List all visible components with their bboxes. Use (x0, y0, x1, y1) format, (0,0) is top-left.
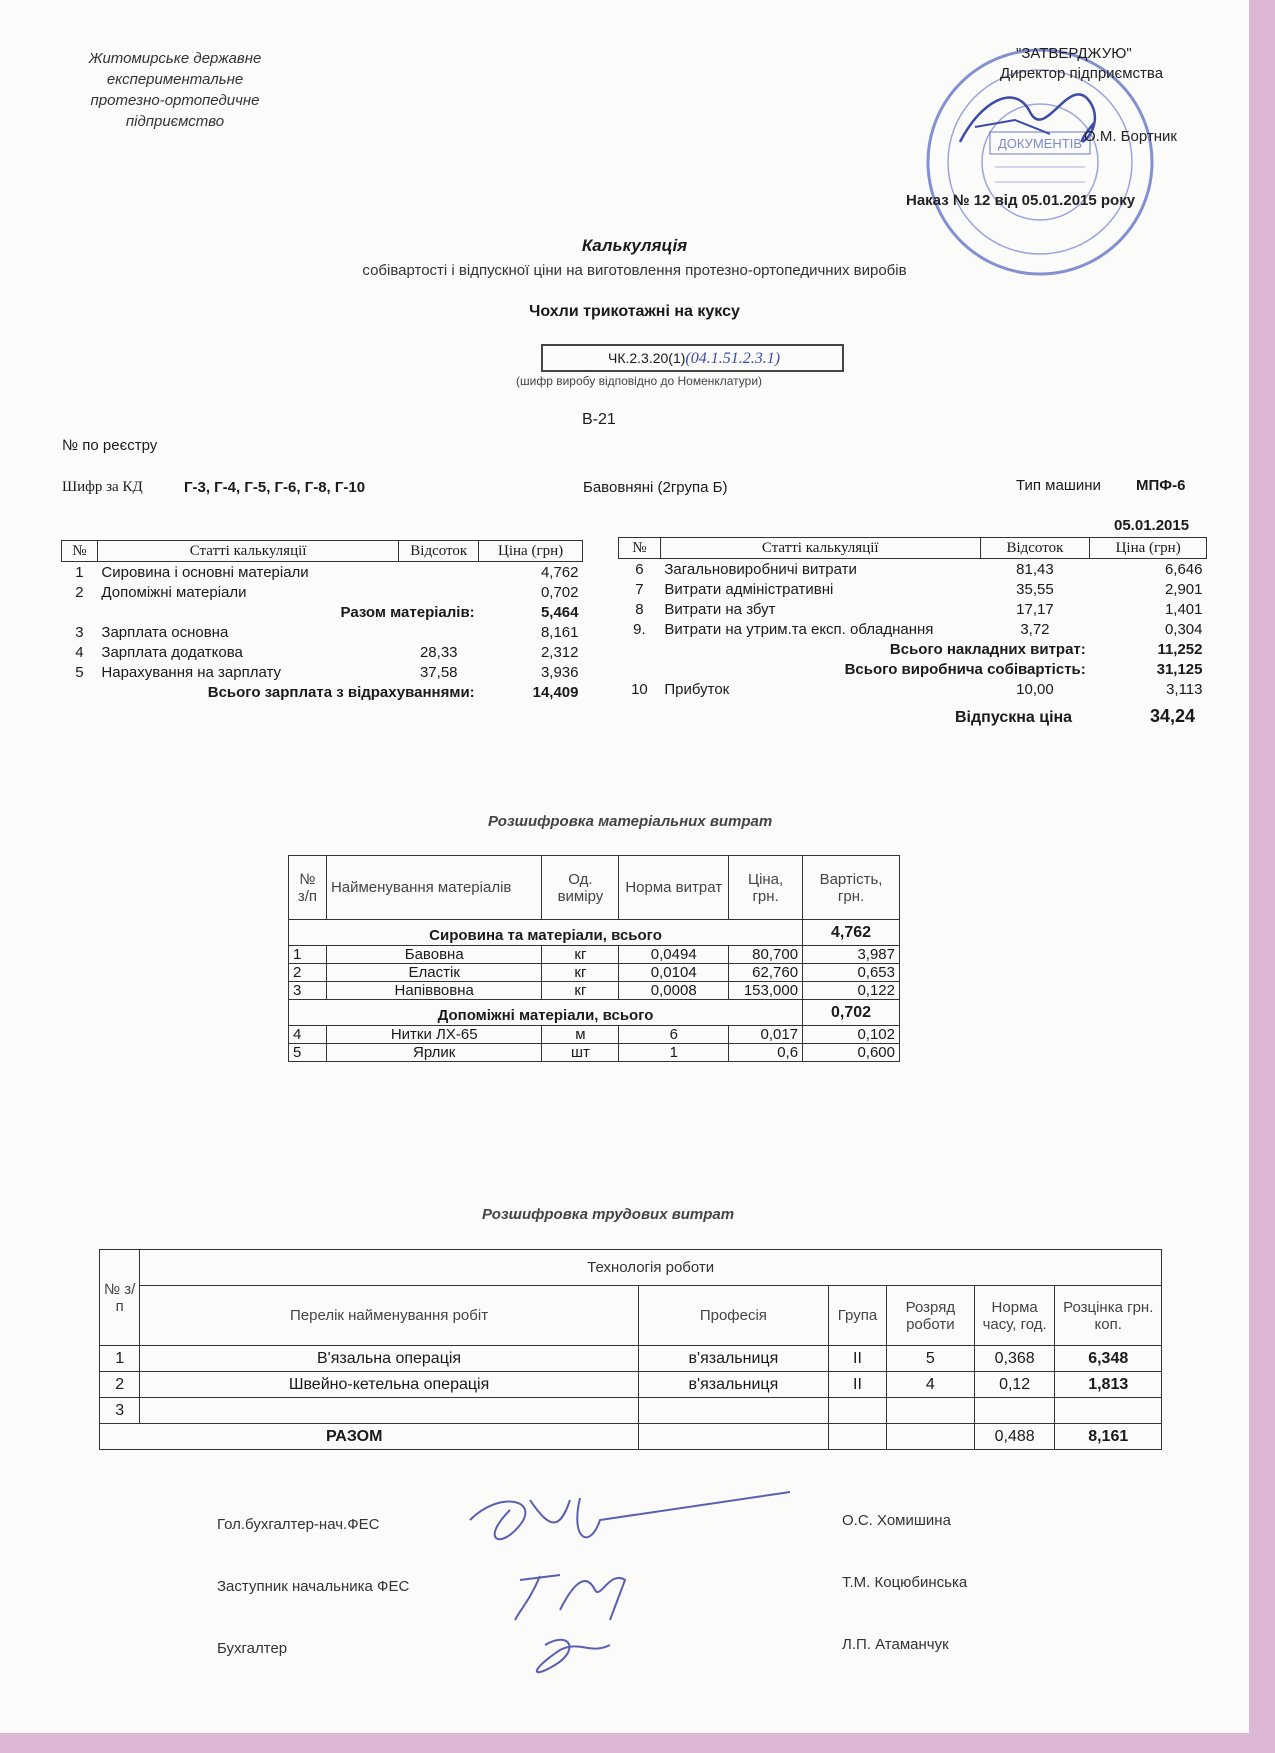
signature-role: Заступник начальника ФЕС (217, 1578, 410, 1595)
table-cell: Напіввовна (326, 982, 542, 1000)
table-row (100, 1398, 1162, 1424)
table-cell: II (829, 1346, 887, 1372)
table-cell: 1 (289, 946, 327, 964)
table-cell: 3,113 (1166, 680, 1203, 698)
table-cell: кг (542, 964, 619, 982)
table-cell: 1 (75, 563, 84, 581)
table-cell: В'язальна операція (140, 1346, 638, 1372)
header-cell: Норма часу, год. (974, 1286, 1055, 1346)
table-cell: кг (542, 982, 619, 1000)
machine-label: Тип машини (1016, 477, 1101, 494)
final-price-value: 34,24 (1150, 706, 1196, 726)
table-cell: Нарахування на зарплату (101, 663, 282, 681)
table-cell: 1,813 (1055, 1372, 1162, 1398)
material-group: Бавовняні (2група Б) (583, 479, 728, 496)
table-cell: 62,760 (729, 964, 803, 982)
signature-role: Бухгалтер (217, 1640, 288, 1657)
header-cell: Найменування матеріалів (326, 856, 542, 920)
table-cell: Всього зарплата з відрахуваннями: (207, 683, 475, 701)
organization-name (60, 48, 290, 132)
header-cell: Професія (638, 1286, 828, 1346)
table-cell (638, 1424, 828, 1450)
table-cell: Нитки ЛХ-65 (326, 1026, 542, 1044)
table-row (619, 599, 1207, 619)
table-cell: 0,702 (803, 1000, 900, 1026)
product-code: ЧК.2.3.20(1) (608, 350, 686, 366)
table-cell: 0,122 (803, 982, 900, 1000)
table-cell: 1 (100, 1346, 140, 1372)
table-cell: 2 (75, 583, 84, 601)
org-line: підприємство (125, 113, 225, 130)
table-cell: Допоміжні матеріали, всього (289, 1000, 803, 1026)
document-subtitle: собівартості і відпускної ціни на виготовлення протезно-ортопедичних виробів (362, 262, 907, 279)
table-cell: 0,304 (1164, 620, 1203, 638)
table-cell: 10,00 (1016, 680, 1054, 698)
table-row (100, 1346, 1162, 1372)
product-name: Чохли трикотажні на куксу (529, 303, 740, 320)
table-cell: 5 (886, 1346, 974, 1372)
table-cell: 5 (75, 663, 84, 681)
table-cell (829, 1424, 887, 1450)
product-code-handwritten: (04.1.51.2.3.1) (685, 350, 781, 367)
table-cell: 11,252 (1157, 640, 1203, 658)
table-cell: Бавовна (326, 946, 542, 964)
table-cell: Зарплата основна (101, 623, 229, 641)
table-cell: 0,0104 (619, 964, 729, 982)
table-cell: 0,0008 (619, 982, 729, 1000)
header-cell: Норма витрат (619, 856, 729, 920)
table-cell: 14,409 (532, 683, 579, 701)
header-cell: Ціна (грн) (479, 541, 583, 562)
table-cell: РАЗОМ (100, 1424, 639, 1450)
table-cell: 0,12 (974, 1372, 1055, 1398)
header-cell: Ціна (грн) (1090, 538, 1207, 559)
table-cell (399, 582, 479, 602)
table-cell (140, 1398, 638, 1424)
table-cell: 0,0494 (619, 946, 729, 964)
table-cell: 7 (635, 580, 644, 598)
table-cell: 5 (289, 1044, 327, 1062)
table-cell (638, 1398, 828, 1424)
table-cell: II (829, 1372, 887, 1398)
table-cell: 4,762 (540, 563, 579, 581)
table-cell: 4 (75, 643, 84, 661)
header-cell: Ціна, грн. (729, 856, 803, 920)
table-cell: 3,72 (1020, 620, 1050, 638)
table-cell: 28,33 (419, 643, 458, 661)
table-row (289, 982, 900, 1000)
labor-header (100, 1286, 1162, 1346)
header-cell: Група (829, 1286, 887, 1346)
table-cell: 81,43 (1016, 560, 1054, 578)
table-cell: шт (542, 1044, 619, 1062)
org-line: протезно-ортопедичне (90, 92, 260, 109)
table-row (62, 562, 583, 583)
header-cell: № (619, 538, 661, 559)
table-cell: 3,936 (540, 663, 579, 681)
table-cell: 0,600 (803, 1044, 900, 1062)
header-cell: Статті калькуляції (97, 541, 398, 562)
table-cell: 4 (886, 1372, 974, 1398)
table-cell: м (542, 1026, 619, 1044)
group-row (289, 1000, 900, 1026)
table-row (289, 964, 900, 982)
table-row (62, 682, 583, 702)
table-cell: 4 (289, 1026, 327, 1044)
document-date: 05.01.2015 (1114, 517, 1190, 534)
table-cell: 2 (100, 1372, 140, 1398)
seal-text: ДОКУМЕНТІВ (997, 136, 1083, 151)
table-cell (886, 1398, 974, 1424)
header-cell: Вартість, грн. (803, 856, 900, 920)
table-cell: 3 (75, 623, 84, 641)
table-cell: 5,464 (540, 603, 579, 621)
table-cell: Прибуток (664, 680, 730, 698)
machine-value: МПФ-6 (1136, 477, 1186, 494)
table-row (62, 582, 583, 602)
group-row (289, 920, 900, 946)
approver-name: О.М. Бортник (1084, 128, 1177, 145)
table-cell: 35,55 (1016, 580, 1054, 598)
table-cell: 3 (289, 982, 327, 1000)
labor-table (99, 1249, 1162, 1450)
table-cell: 6,646 (1164, 560, 1203, 578)
cost-left-header (62, 541, 583, 562)
org-line: експериментальне (106, 71, 244, 88)
table-cell: 0,368 (974, 1346, 1055, 1372)
product-code-box (541, 344, 844, 372)
table-cell: 80,700 (729, 946, 803, 964)
table-row (289, 1026, 900, 1044)
table-cell: 2,312 (540, 643, 579, 661)
table-cell: Сировина і основні матеріали (101, 563, 309, 581)
table-cell: 8,161 (1055, 1424, 1162, 1450)
table-cell: 2,901 (1164, 580, 1203, 598)
registry-label: № по реєстру (62, 437, 158, 454)
table-row (289, 1044, 900, 1062)
table-cell: Сировина та матеріали, всього (289, 920, 803, 946)
table-cell: Швейно-кетельна операція (140, 1372, 638, 1398)
table-cell: 0,6 (729, 1044, 803, 1062)
table-row (100, 1372, 1162, 1398)
table-cell: кг (542, 946, 619, 964)
table-cell (1055, 1398, 1162, 1424)
table-row (619, 679, 1207, 699)
header-cell: № з/п (289, 856, 327, 920)
table-row (62, 662, 583, 682)
table-cell: Допоміжні матеріали (101, 583, 247, 601)
header-cell: Од. виміру (542, 856, 619, 920)
variant-code: В-21 (582, 411, 616, 428)
header-cell: № з/п (100, 1250, 140, 1346)
total-row (100, 1424, 1162, 1450)
table-row (619, 619, 1207, 639)
header-cell: Розряд роботи (886, 1286, 974, 1346)
materials-table (288, 855, 900, 1062)
cost-right-header (619, 538, 1207, 559)
cost-table-left (61, 540, 583, 702)
approval-block (1000, 44, 1200, 84)
table-row (289, 946, 900, 964)
table-cell: Витрати адміністративні (664, 580, 834, 598)
header-cell: Статті калькуляції (660, 538, 980, 559)
table-cell: Всього виробнича собівартість: (844, 660, 1086, 678)
table-row (619, 559, 1207, 580)
table-cell: 3,987 (803, 946, 900, 964)
table-cell: Всього накладних витрат: (889, 640, 1086, 658)
header-cell: Перелік найменування робіт (140, 1286, 638, 1346)
table-cell (619, 639, 661, 659)
signature-name: О.С. Хомишина (842, 1512, 951, 1529)
cost-table-right (618, 537, 1207, 699)
header-cell: Відсоток (399, 541, 479, 562)
header-cell: Відсоток (980, 538, 1090, 559)
table-cell: 6,348 (1055, 1346, 1162, 1372)
table-cell: 153,000 (729, 982, 803, 1000)
order-line: Наказ № 12 від 05.01.2015 року (906, 192, 1136, 209)
final-price-label: Відпускна ціна (955, 709, 1073, 726)
table-cell: 31,125 (1156, 660, 1203, 678)
signature-role: Гол.бухгалтер-нач.ФЕС (217, 1516, 380, 1533)
table-cell: 2 (289, 964, 327, 982)
materials-header (289, 856, 900, 920)
table-cell: 6 (635, 560, 644, 578)
table-cell: 0,702 (540, 583, 579, 601)
table-cell (829, 1398, 887, 1424)
table-cell (399, 622, 479, 642)
product-code-note: (шифр виробу відповідно до Номенклатури) (516, 374, 763, 388)
kd-label: Шифр за КД (62, 479, 143, 495)
table-cell: 8 (635, 600, 644, 618)
approve-role: Директор підприємства (1000, 65, 1164, 82)
table-cell: 37,58 (419, 663, 458, 681)
table-cell (974, 1398, 1055, 1424)
header-cell: № (62, 541, 98, 562)
table-cell: 0,488 (974, 1424, 1055, 1450)
table-row (62, 642, 583, 662)
table-cell (62, 602, 98, 622)
labor-title: Розшифровка трудових витрат (482, 1206, 735, 1223)
table-row (62, 602, 583, 622)
handwritten-signatures-icon (460, 1480, 800, 1680)
document-title: Калькуляція (581, 236, 688, 255)
table-row (619, 659, 1207, 679)
table-cell: 4,762 (803, 920, 900, 946)
table-cell: 6 (619, 1026, 729, 1044)
org-line: Житомирське державне (88, 50, 262, 67)
signature-name: Т.М. Коцюбинська (842, 1574, 968, 1591)
table-cell: 1 (619, 1044, 729, 1062)
scan-edge-bottom (0, 1733, 1275, 1753)
table-cell: 10 (631, 680, 648, 698)
table-cell: 8,161 (540, 623, 579, 641)
table-cell (399, 562, 479, 583)
table-cell: 0,653 (803, 964, 900, 982)
table-cell: 1,401 (1164, 600, 1203, 618)
table-cell: Разом матеріалів: (340, 603, 475, 621)
labor-header-group (100, 1250, 1162, 1286)
table-cell (62, 682, 98, 702)
approve-title: "ЗАТВЕРДЖУЮ" (1016, 45, 1132, 62)
table-cell: в'язальниця (638, 1372, 828, 1398)
table-cell: 0,017 (729, 1026, 803, 1044)
table-cell: Еластік (326, 964, 542, 982)
table-cell: 9. (633, 620, 646, 638)
header-cell: Розцінка грн. коп. (1055, 1286, 1162, 1346)
table-cell: Зарплата додаткова (101, 643, 243, 661)
table-cell: Ярлик (326, 1044, 542, 1062)
table-cell: Витрати на утрим.та експ. обладнання (664, 620, 934, 638)
table-cell: Загальновиробничі витрати (664, 560, 857, 578)
header-cell: Технологія роботи (140, 1250, 1162, 1286)
table-cell: 3 (100, 1398, 140, 1424)
table-cell (619, 659, 661, 679)
table-cell: Витрати на збут (664, 600, 776, 618)
kd-value: Г-3, Г-4, Г-5, Г-6, Г-8, Г-10 (184, 479, 366, 496)
signature-name: Л.П. Атаманчук (842, 1636, 949, 1653)
table-cell (886, 1424, 974, 1450)
table-cell: 17,17 (1016, 600, 1054, 618)
table-cell: 0,102 (803, 1026, 900, 1044)
table-row (619, 639, 1207, 659)
materials-title: Розшифровка матеріальних витрат (488, 813, 773, 830)
table-row (619, 579, 1207, 599)
table-cell: в'язальниця (638, 1346, 828, 1372)
table-row (62, 622, 583, 642)
